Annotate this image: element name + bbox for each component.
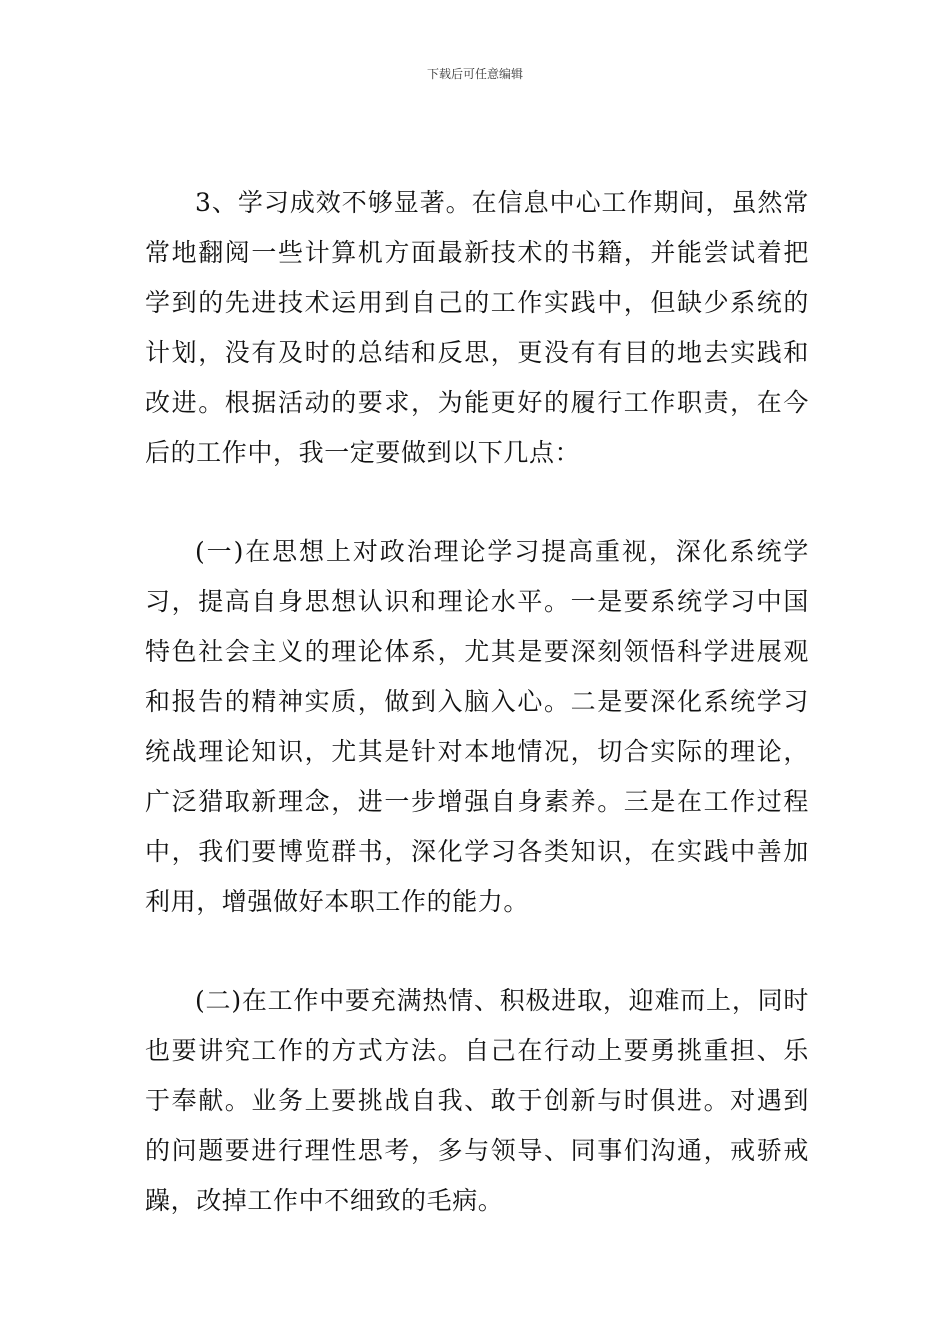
document-body [145, 178, 809, 1275]
paragraph-work-attitude: (二)在工作中要充满热情、积极进取，迎难而上，同时也要讲究工作的方式方法。自己在行动上要勇挑重担、乐于奉献。业务上要挑战自我、敢于创新与时俱进。对遇到的问题要进行理性思考，多与领导、同事们沟通，戒骄戒躁，改掉工作中不细致的毛病。 [145, 986, 809, 1215]
paragraph-ideology: (一)在思想上对政治理论学习提高重视，深化系统学习，提高自身思想认识和理论水平。一是要系统学习中国特色社会主义的理论体系，尤其是要深刻领悟科学进展观和报告的精神实质，做到入脑入心。二是要深化系统学习统战理论知识，尤其是针对本地情况，切合实际的理论，广泛猎取新理念，进一步增强自身素养。三是在工作过程中，我们要博览群书，深化学习各类知识，在实践中善加利用，增强做好本职工作的能力。 [145, 537, 809, 916]
paragraph-study-results: 3、学习成效不够显著。在信息中心工作期间，虽然常常地翻阅一些计算机方面最新技术的书籍，并能尝试着把学到的先进技术运用到自己的工作实践中，但缺少系统的计划，没有及时的总结和反思，更没有有目的地去实践和改进。根据活动的要求，为能更好的履行工作职责，在今后的工作中，我一定要做到以下几点： [145, 188, 809, 467]
page-header: 下载后可任意编辑 [426, 67, 523, 81]
